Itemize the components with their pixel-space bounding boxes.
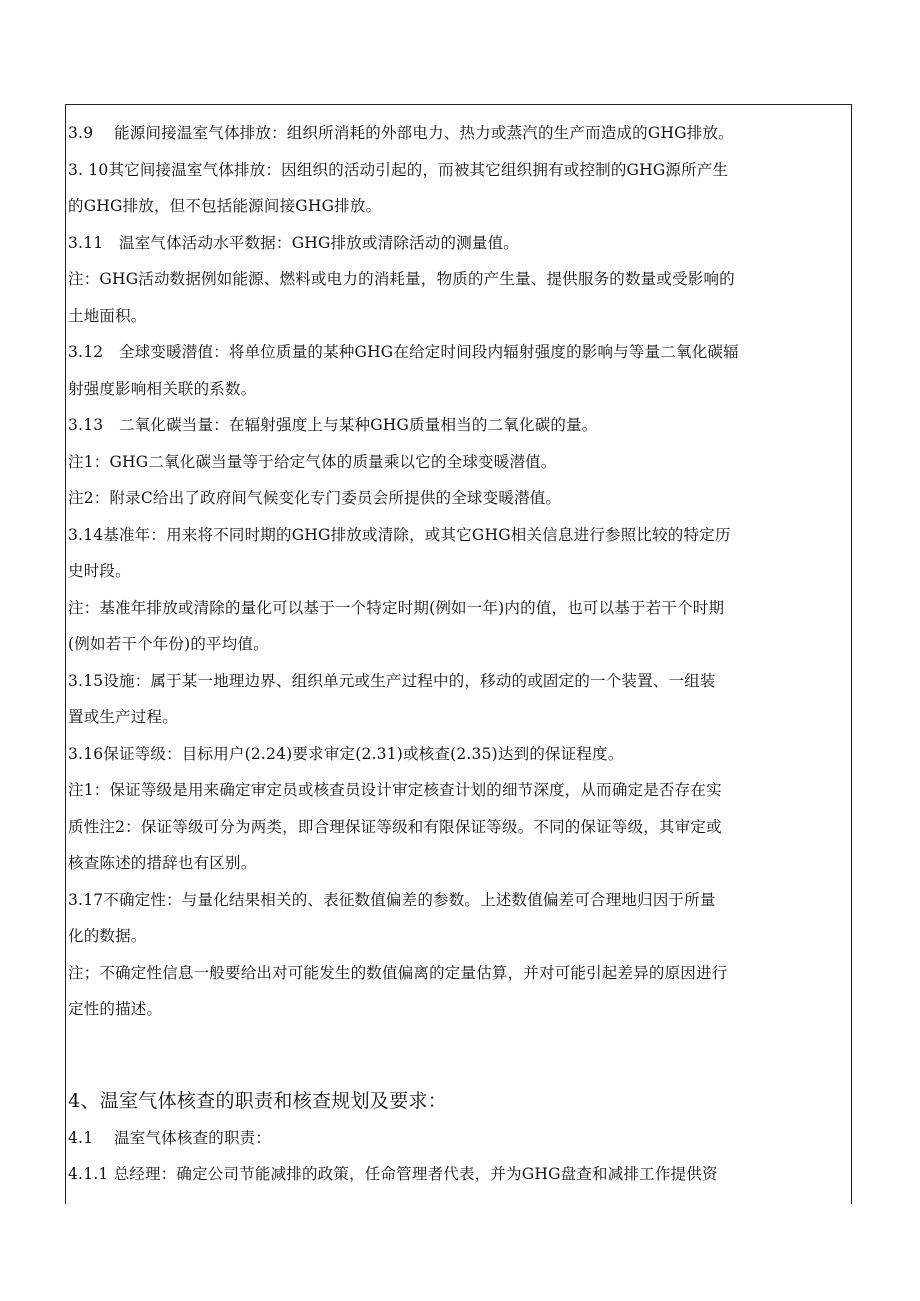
- text-line: 3.14基准年：用来将不同时期的GHG排放或清除，或其它GHG相关信息进行参照比较的特定历: [68, 525, 731, 544]
- text-line: 置或生产过程。: [68, 708, 178, 726]
- text-line: 射强度影响相关联的系数。: [68, 379, 257, 398]
- text-line: 注：基准年排放或清除的量化可以基于一个特定时期(例如一年)内的值，也可以基于若干个时期: [68, 598, 725, 617]
- text-line: 核查陈述的措辞也有区别。: [68, 854, 257, 872]
- text-line: 的GHG排放，但不包括能源间接GHG排放。: [68, 197, 382, 215]
- text-line: 化的数据。: [68, 927, 147, 945]
- text-line: 史时段。: [68, 562, 131, 580]
- text-line: (例如若干个年份)的平均值。: [68, 635, 269, 653]
- text-line: 定性的描述。: [68, 1000, 163, 1018]
- text-line: 3.11 温室气体活动水平数据：GHG排放或清除活动的测量值。: [68, 233, 519, 252]
- text-line: 3.9 能源间接温室气体排放：组织所消耗的外部电力、热力或蒸汽的生产而造成的GHG排放。: [68, 124, 734, 142]
- text-line: 4.1 温室气体核查的职责：: [68, 1128, 272, 1147]
- text-line: 3.13 二氧化碳当量：在辐射强度上与某种GHG质量相当的二氧化碳的量。: [68, 416, 598, 434]
- document-body: [68, 115, 849, 1193]
- text-line: 3. 10其它间接温室气体排放：因组织的活动引起的，而被其它组织拥有或控制的GHG源所产生: [68, 160, 729, 179]
- text-line: 注：GHG活动数据例如能源、燃料或电力的消耗量，物质的产生量、提供服务的数量或受影响的: [68, 270, 735, 288]
- document-frame: [65, 104, 852, 1204]
- text-line: 质性注2：保证等级可分为两类，即合理保证等级和有限保证等级。不同的保证等级，其审定或: [68, 817, 722, 836]
- section-heading: 4、温室气体核查的职责和核查规划及要求：: [68, 1089, 448, 1112]
- spacer: [68, 1028, 849, 1082]
- text-line: 注1：保证等级是用来确定审定员或核查员设计审定核查计划的细节深度，从而确定是否存在实: [68, 781, 722, 799]
- text-line: 4.1.1 总经理：确定公司节能减排的政策，任命管理者代表，并为GHG盘查和减排工作提供资: [68, 1165, 718, 1183]
- text-line: 3.12 全球变暖潜值：将单位质量的某种GHG在给定时间段内辐射强度的影响与等量二氧化碳辐: [68, 343, 739, 361]
- text-line: 3.17不确定性：与量化结果相关的、表征数值偏差的参数。上述数值偏差可合理地归因于所量: [68, 890, 716, 909]
- text-line: 3.15设施：属于某一地理边界、组织单元或生产过程中的，移动的或固定的一个装置、一组装: [68, 671, 716, 690]
- text-line: 注2：附录C给出了政府间气候变化专门委员会所提供的全球变暖潜值。: [68, 489, 562, 507]
- text-line: 注1：GHG二氧化碳当量等于给定气体的质量乘以它的全球变暖潜值。: [68, 452, 557, 471]
- text-line: 3.16保证等级：目标用户(2.24)要求审定(2.31)或核查(2.35)达到的保证程度。: [68, 744, 624, 763]
- text-line: 土地面积。: [68, 306, 147, 325]
- text-line: 注；不确定性信息一般要给出对可能发生的数值偏离的定量估算，并对可能引起差异的原因进行: [68, 963, 728, 982]
